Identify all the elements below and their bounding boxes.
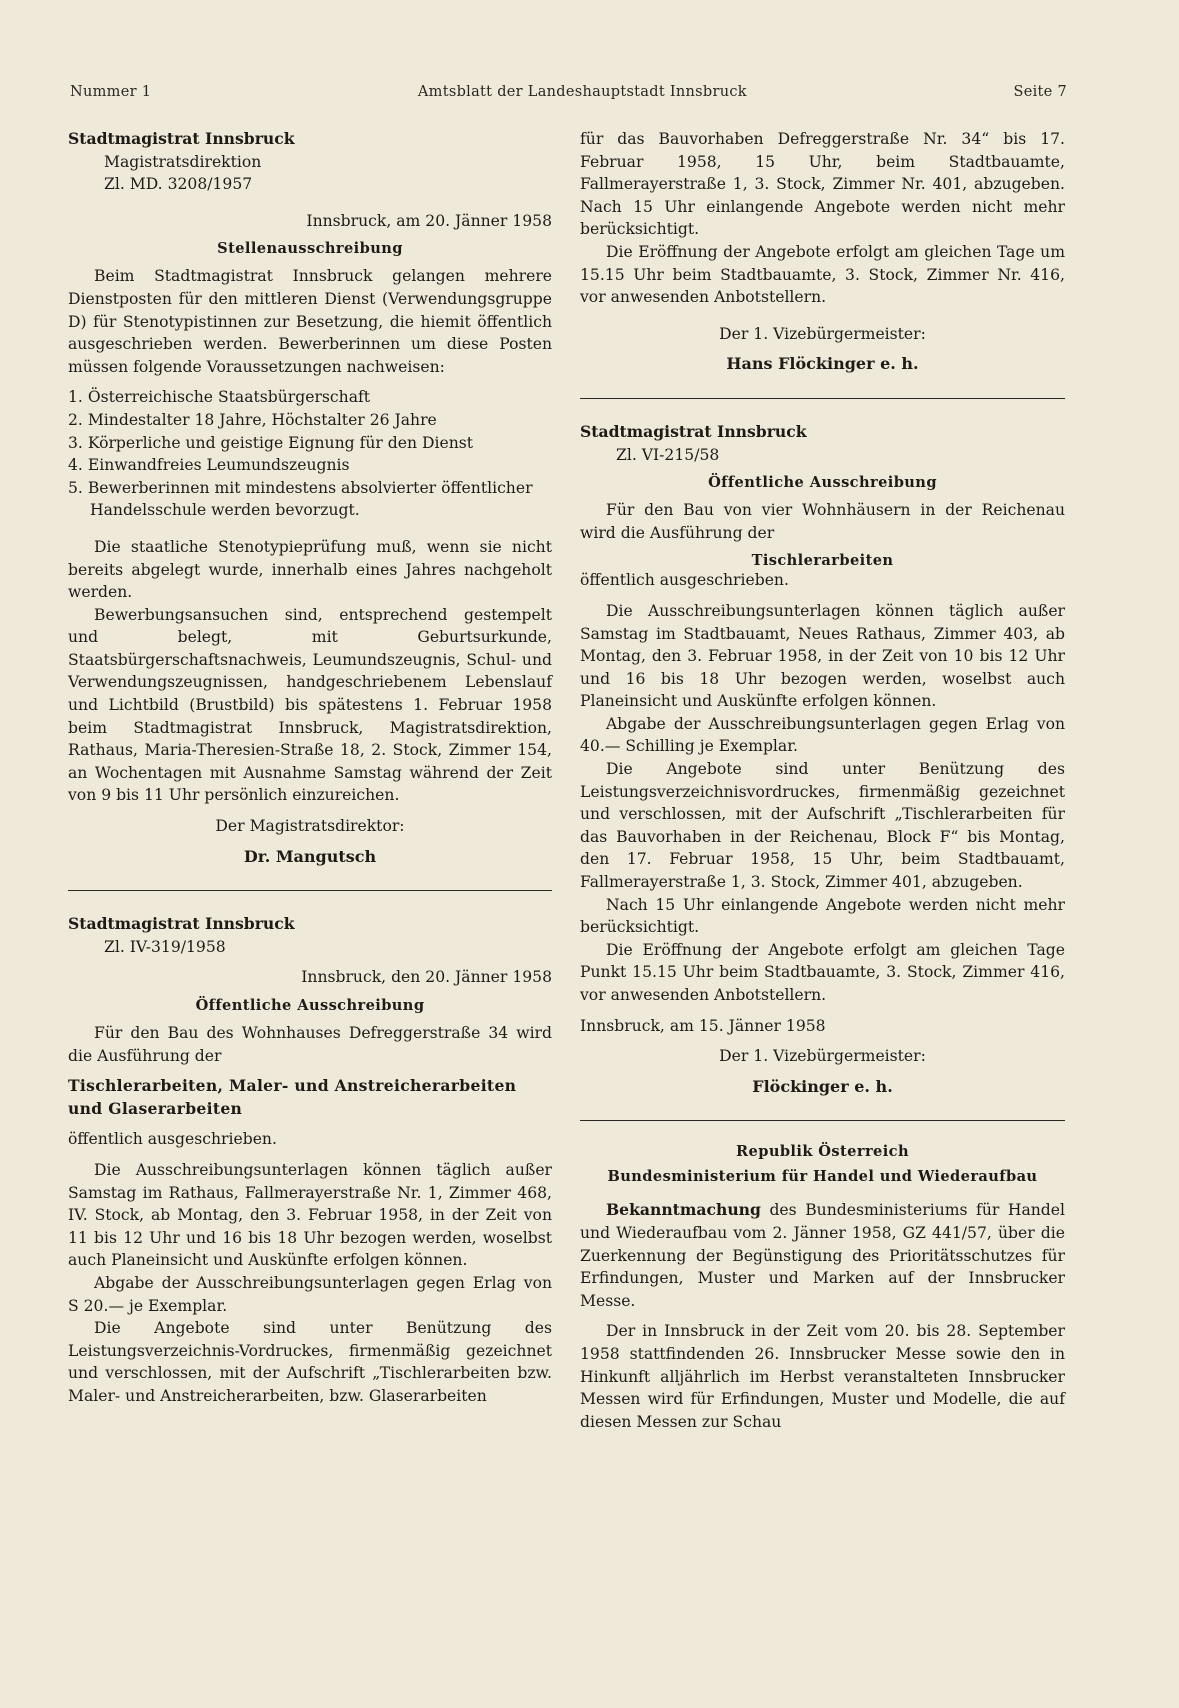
paragraph: Bewerbungsansuchen sind, entsprechend gestempelt und belegt, mit Geburtsurkunde, Staatsbürgerschaftsnachweis, Leumundszeugnis, Schul- und Verwendungszeugnissen, handgeschriebenem Lebenslauf und Lichtbild (Brustbild) bis spätestens 1. Februar 1958 beim Stadtmagistrat Innsbruck, Magistratsdirektion, Rathaus, Maria-Theresien-Straße 18, 2. Stock, Zimmer 154, an Wochentagen mit Ausnahme Samstag während der Zeit von 9 bis 11 Uhr persönlich einzureichen. bbox=[68, 605, 552, 805]
signature-title: Der 1. Vizebürgermeister: bbox=[719, 1047, 926, 1066]
list-item: 4. Einwandfreies Leumundszeugnis bbox=[68, 456, 350, 475]
signature-name: Dr. Mangutsch bbox=[243, 846, 377, 866]
page-number: Seite 7 bbox=[1013, 84, 1067, 100]
paragraph: Die Ausschreibungsunterlagen können täglich außer Samstag im Stadtbauamt, Neues Rathaus, Zimmer 403, ab Montag, den 3. Februar 1958, in der Zeit von 10 bis 12 Uhr und 16 bis 18 Uhr bezogen werden, woselbst auch Planeinsicht und Auskünfte erfolgen können. bbox=[580, 601, 1065, 711]
paragraph: Abgabe der Ausschreibungsunterlagen gegen Erlag von 40.— Schilling je Exemplar. bbox=[580, 714, 1065, 756]
paragraph: Die Eröffnung der Angebote erfolgt am gleichen Tage um 15.15 Uhr beim Stadtbauamte, 3. Stock, Zimmer Nr. 416, vor anwesenden Anbotstellern. bbox=[580, 242, 1065, 307]
place-date: Innsbruck, am 15. Jänner 1958 bbox=[580, 1016, 826, 1035]
announcement-text: des Bundesministeriums für Handel und Wiederaufbau vom 2. Jänner 1958, GZ 441/57, über die Zuerkennung der Begünstigung des Prioritätsschutzes für Erfindungen, Muster und Marken auf der Innsbrucker Messe. bbox=[580, 1201, 1065, 1310]
list-item: 5. Bewerberinnen mit mindestens absolvierter öffentlicher Handelsschule werden bevorzugt. bbox=[68, 478, 533, 520]
works-title: Tischlerarbeiten, Maler- und Anstreicherarbeiten und Glaserarbeiten bbox=[68, 1076, 517, 1118]
issuer-name: Stadtmagistrat Innsbruck bbox=[68, 914, 295, 934]
republic-title: Republik Österreich bbox=[736, 1143, 909, 1161]
reference-number: Zl. IV-319/1958 bbox=[104, 937, 226, 956]
intro-paragraph: Für den Bau von vier Wohnhäusern in der Reichenau wird die Ausführung der bbox=[580, 501, 1065, 542]
issue-number: Nummer 1 bbox=[70, 84, 152, 100]
job-posting-article bbox=[68, 128, 552, 868]
left-column bbox=[68, 128, 552, 1408]
list-item: 1. Österreichische Staatsbürgerschaft bbox=[68, 388, 371, 407]
issuer-name: Stadtmagistrat Innsbruck bbox=[68, 129, 295, 148]
paragraph: Die Eröffnung der Angebote erfolgt am gleichen Tage Punkt 15.15 Uhr beim Stadtbauamte, 3. Stock, Zimmer 416, vor anwesenden Anbotstellern. bbox=[580, 940, 1065, 1004]
article-heading: Stellenausschreibung bbox=[217, 240, 403, 258]
paragraph: für das Bauvorhaben Defreggerstraße Nr. 34“ bis 17. Februar 1958, 15 Uhr, beim Stadtbauamte, Fallmerayerstraße 1, 3. Stock, Zimmer Nr. 401, abzugeben. Nach 15 Uhr einlangende Angebote werden nicht mehr berücksichtigt. bbox=[580, 130, 1065, 239]
intro-paragraph: Für den Bau des Wohnhauses Defreggerstraße 34 wird die Ausführung der bbox=[68, 1024, 552, 1065]
reference-number: Zl. MD. 3208/1957 bbox=[104, 175, 253, 194]
issuer-name: Stadtmagistrat Innsbruck bbox=[580, 421, 807, 441]
list-item: 2. Mindestalter 18 Jahre, Höchstalter 26 Jahre bbox=[68, 410, 437, 429]
place-date: Innsbruck, den 20. Jänner 1958 bbox=[301, 968, 552, 987]
published-note: öffentlich ausgeschrieben. bbox=[68, 1130, 277, 1149]
article-heading: Öffentliche Ausschreibung bbox=[708, 474, 937, 492]
announcement-paragraph bbox=[580, 1199, 1065, 1312]
issuer-department: Magistratsdirektion bbox=[104, 152, 262, 171]
paragraph: Die staatliche Stenotypieprüfung muß, wenn sie nicht bereits abgelegt wurde, innerhalb eines Jahres nachgeholt werden. bbox=[68, 537, 552, 602]
paragraph: Abgabe der Ausschreibungsunterlagen gegen Erlag von S 20.— je Exemplar. bbox=[68, 1273, 552, 1315]
tender-article-continued bbox=[580, 128, 1065, 376]
paragraph: Die Angebote sind unter Benützung des Leistungsverzeichnisvordruckes, firmenmäßig gezeichnet und verschlossen, mit der Aufschrift „Tischlerarbeiten für das Bauvorhaben in der Reichenau, Block F“ bis Montag, den 17. Februar 1958, 15 Uhr, beim Stadtbauamt, Fallmerayerstraße 1, 3. Stock, Zimmer 401, abzugeben. bbox=[580, 760, 1065, 892]
signature-title: Der Magistratsdirektor: bbox=[215, 817, 405, 836]
requirements-list bbox=[68, 386, 552, 522]
article-heading: Öffentliche Ausschreibung bbox=[195, 997, 425, 1014]
right-column bbox=[580, 128, 1065, 1433]
ministry-title: Bundesministerium für Handel und Wiederaufbau bbox=[607, 1168, 1038, 1186]
list-item: 3. Körperliche und geistige Eignung für den Dienst bbox=[68, 433, 474, 452]
reference-number: Zl. VI-215/58 bbox=[616, 445, 720, 464]
paragraph: Die Angebote sind unter Benützung des Leistungsverzeichnis-Vordruckes, firmenmäßig gezeichnet und verschlossen, mit der Aufschrift „Tischlerarbeiten bzw. Maler- und Anstreicherarbeiten, bzw. Glaserarbeiten bbox=[68, 1319, 552, 1405]
tender-article-reichenau bbox=[580, 421, 1065, 1098]
paragraph: Der in Innsbruck in der Zeit vom 20. bis 28. September 1958 stattfindenden 26. Innsbrucker Messe sowie den in Hinkunft alljährlich im Herbst veranstalteten Innsbrucker Messen wird für Erfindungen, Muster und Modelle, die auf diesen Messen zur Schau bbox=[580, 1322, 1065, 1431]
works-title: Tischlerarbeiten bbox=[751, 552, 894, 570]
signature-name: Hans Flöckinger e. h. bbox=[726, 354, 919, 374]
published-note: öffentlich ausgeschrieben. bbox=[580, 571, 789, 590]
paragraph: Nach 15 Uhr einlangende Angebote werden nicht mehr berücksichtigt. bbox=[580, 895, 1065, 937]
publication-title: Amtsblatt der Landeshauptstadt Innsbruck bbox=[417, 84, 747, 100]
running-header bbox=[70, 84, 1067, 106]
tender-article bbox=[68, 913, 552, 1407]
ministry-announcement bbox=[580, 1143, 1065, 1433]
announcement-label: Bekanntmachung bbox=[606, 1200, 761, 1220]
intro-paragraph: Beim Stadtmagistrat Innsbruck gelangen mehrere Dienstposten für den mittleren Dienst (Verwendungsgruppe D) für Stenotypistinnen zur Besetzung, die hiemit öffentlich ausgeschrieben werden. Bewerberinnen um diese Posten müssen folgende Voraussetzungen nachweisen: bbox=[68, 267, 552, 376]
signature-name: Flöckinger e. h. bbox=[752, 1076, 893, 1096]
signature-title: Der 1. Vizebürgermeister: bbox=[719, 324, 926, 343]
place-date: Innsbruck, am 20. Jänner 1958 bbox=[306, 211, 552, 230]
paragraph: Die Ausschreibungsunterlagen können täglich außer Samstag im Rathaus, Fallmerayerstraße Nr. 1, Zimmer 468, IV. Stock, ab Montag, den 3. Februar 1958, in der Zeit von 11 bis 12 Uhr und 16 bis 18 Uhr bezogen werden, woselbst auch Planeinsicht und Auskünfte erfolgen können. bbox=[68, 1160, 552, 1270]
